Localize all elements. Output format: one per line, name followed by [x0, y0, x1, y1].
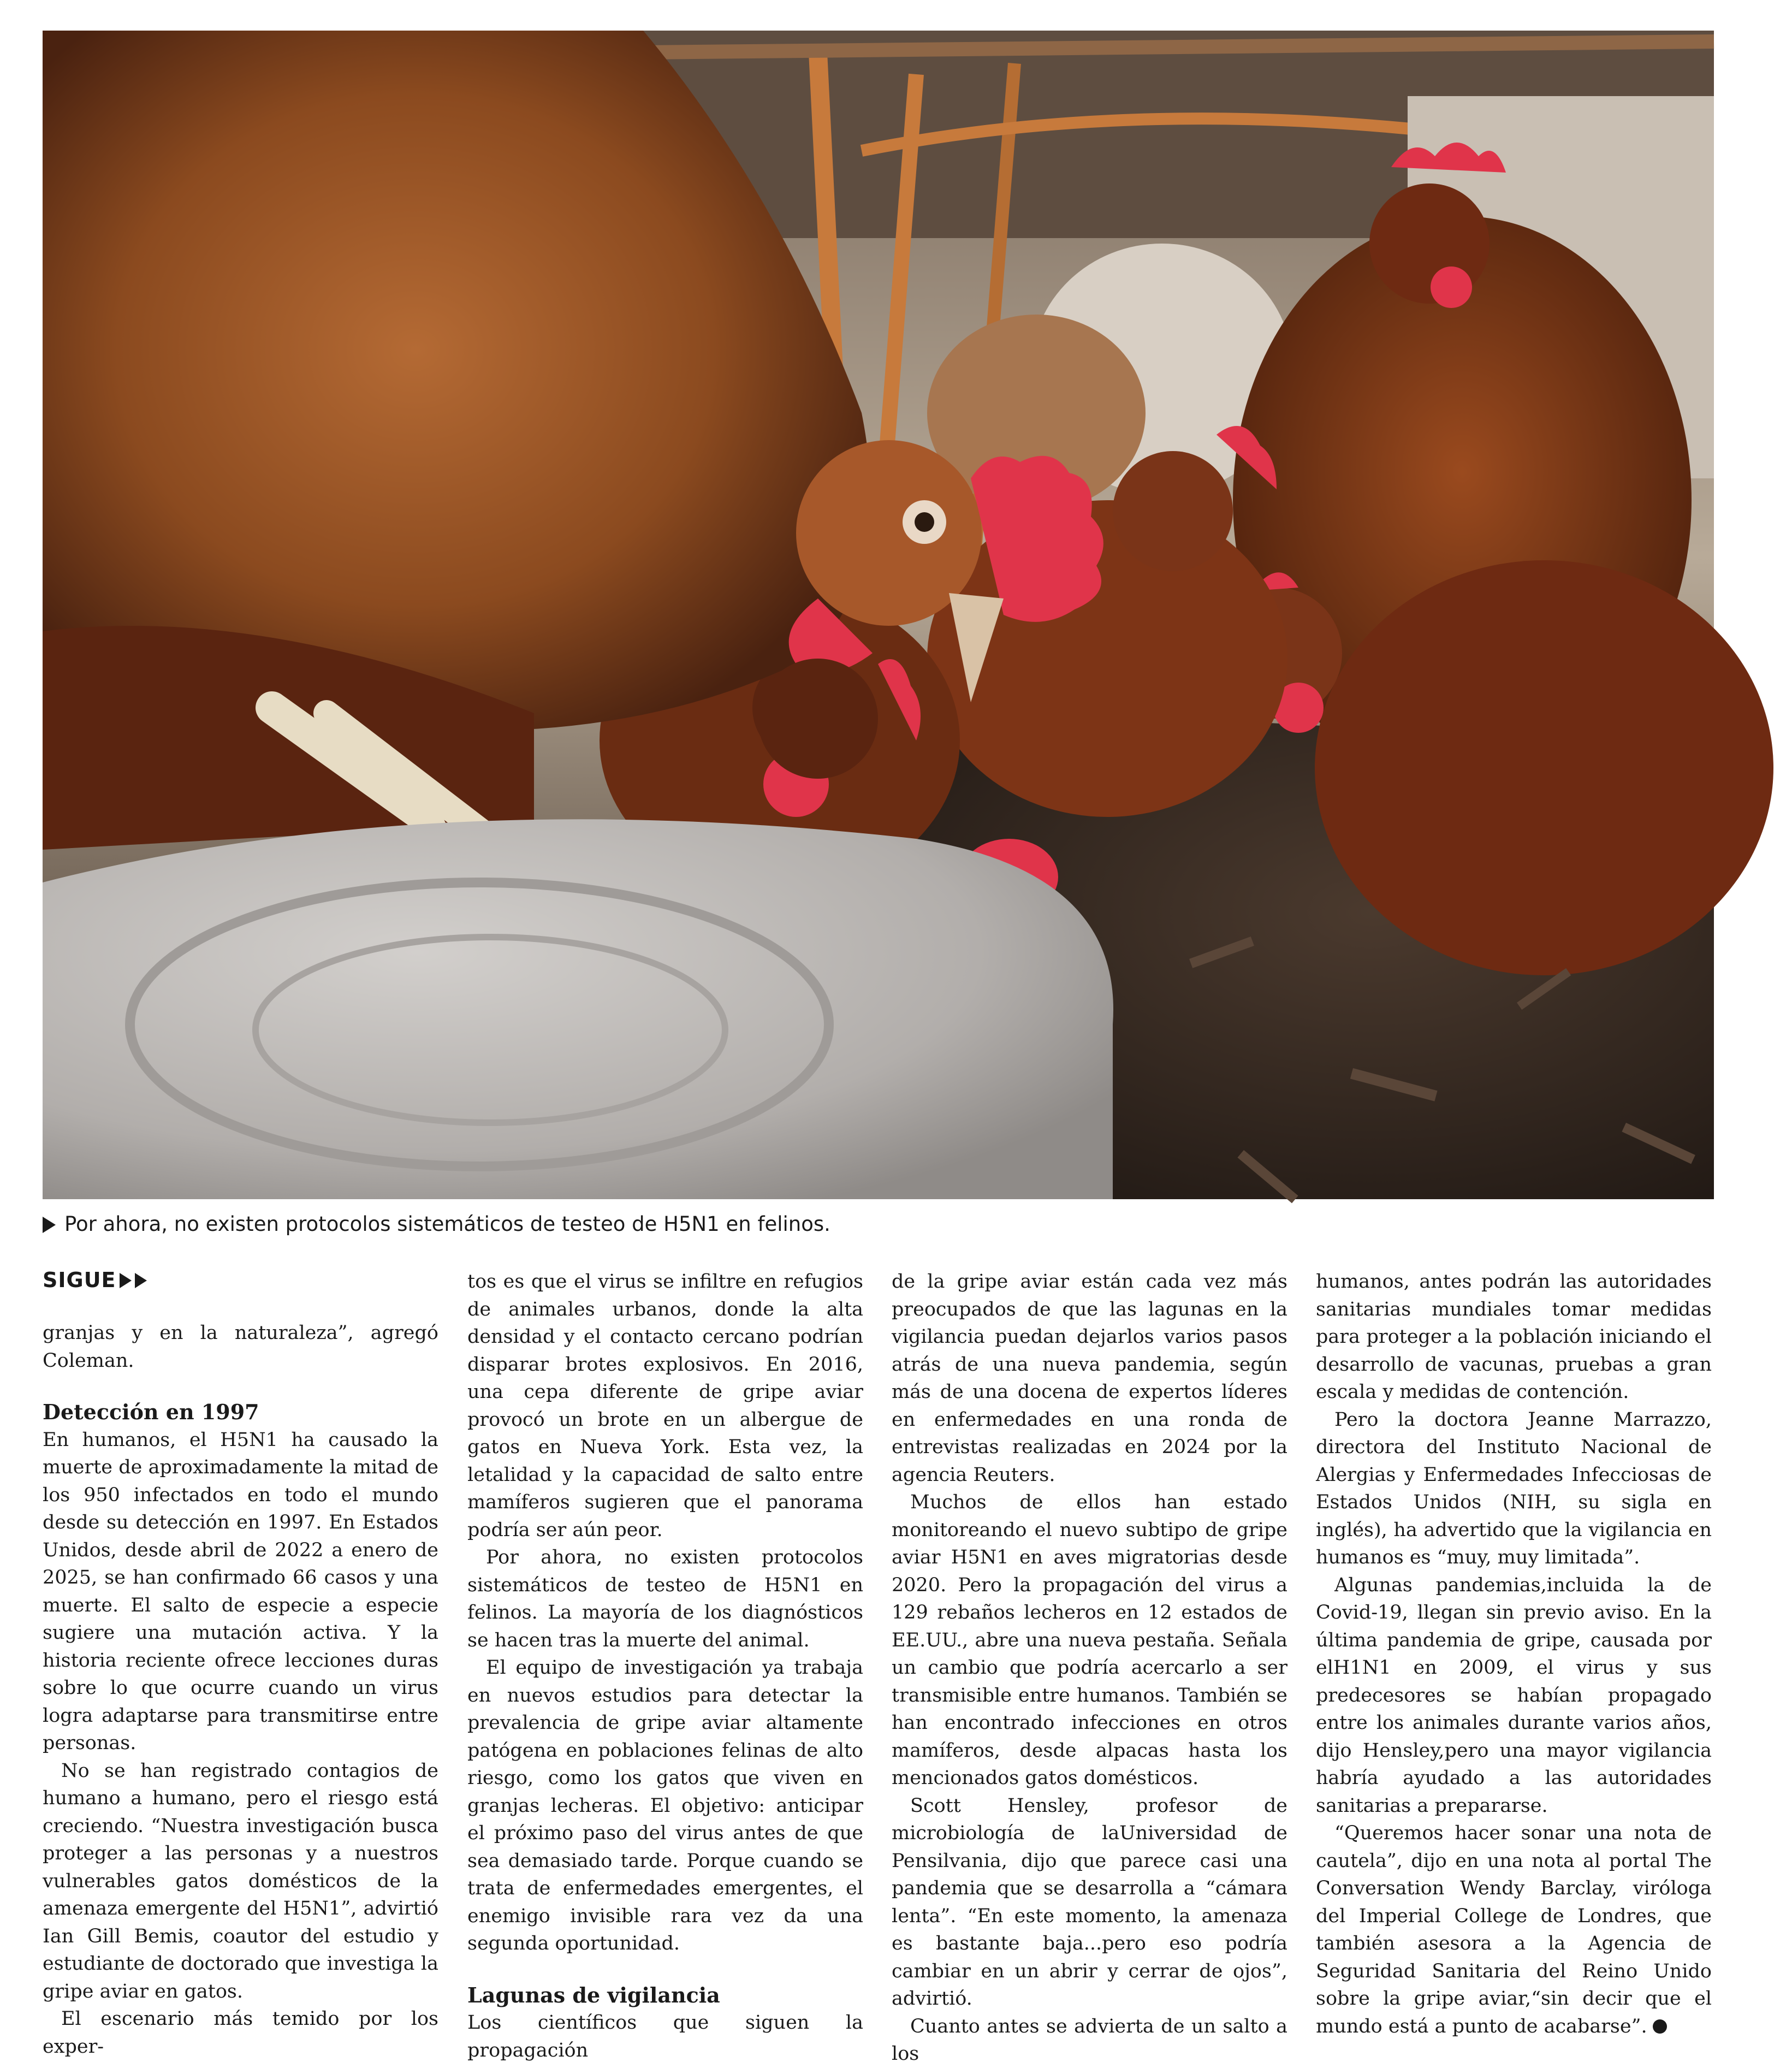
paragraph: El escenario más temido por los exper-: [43, 2008, 438, 2058]
play-arrow-icon: [135, 1273, 147, 1288]
continued-kicker: [43, 1268, 147, 1292]
hens-photo: [43, 31, 1714, 1199]
article-column-2: [467, 1268, 863, 2061]
paragraph: de la gripe aviar están cada vez más preocupados de que las lagunas en la vigilancia puedan dejarlos varios pasos atrás de una nueva pandemia, según más de una docena de expertos líderes en enfermedades en una ronda de entrevistas realizadas en 2024 por la agencia Reuters.: [892, 1271, 1287, 1486]
article-column-3: [892, 1268, 1287, 2065]
paragraph: Los científicos que siguen la propagación: [467, 2012, 863, 2061]
caption-text: Por ahora, no existen protocolos sistemáticos de testeo de H5N1 en felinos.: [64, 1212, 830, 1236]
closing-quote-text: “Queremos hacer sonar una nota de cautela”, dijo en una nota al portal The Conversation Wendy Barclay, viróloga del Imperial College de Londres, que también asesora a la Agencia de Seguridad Sanitaria del Reino Unido sobre la gripe aviar,“sin decir que el mundo está a punto de acabarse”.: [1316, 1822, 1712, 2037]
paragraph: [1316, 1820, 1712, 2040]
paragraph: En humanos, el H5N1 ha causado la muerte de aproximadamente la mitad de los 950 infectados en todo el mundo desde su detección en 1997. En Estados Unidos, desde abril de 2022 a enero de 2025, se han confirmado 66 casos y una muerte. El salto de especie a especie sugiere una mutación activa. Y la historia reciente ofrece lecciones duras sobre lo que ocurre cuando un virus logra adaptarse para transmitirse entre personas.: [43, 1429, 438, 1754]
paragraph: Algunas pandemias,incluida la de Covid-19, llegan sin previo aviso. En la última pandemia de gripe, causada por elH1N1 en 2009, el virus y sus predecesores se habían propagado entre los animales durante varios años, dijo Hensley,pero una mayor vigilancia habría ayudado a las autoridades sanitarias a prepararse.: [1316, 1574, 1712, 1817]
paragraph: Pero la doctora Jeanne Marrazzo, directora del Instituto Nacional de Alergias y Enfermedades Infecciosas de Estados Unidos (NIH, su sigla en inglés), ha advertido que la vigilancia en humanos es “muy, muy limitada”.: [1316, 1408, 1712, 1568]
paragraph: humanos, antes podrán las autoridades sanitarias mundiales tomar medidas para proteger a la población iniciando el desarrollo de vacunas, pruebas a gran escala y medidas de contención.: [1316, 1271, 1712, 1403]
paragraph: Cuanto antes se advierta de un salto a los: [892, 2015, 1287, 2065]
end-of-article-icon: [1653, 2019, 1667, 2034]
paragraph: granjas y en la naturaleza”, agregó Coleman.: [43, 1322, 438, 1372]
kicker-label: SIGUE: [43, 1268, 116, 1292]
section-heading: Lagunas de vigilancia: [467, 1982, 720, 2007]
paragraph: Por ahora, no existen protocolos sistemáticos de testeo de H5N1 en felinos. La mayoría de los diagnósticos se hacen tras la muerte del animal.: [467, 1546, 863, 1651]
paragraph: Muchos de ellos han estado monitoreando el nuevo subtipo de gripe aviar H5N1 en aves migratorias desde 2020. Pero la propagación del virus a 129 rebaños lecheros en 12 estados de EE.UU., abre una nueva pestaña. Señala un cambio que podría acercarlo a ser transmisible entre humanos. También se han encontrado infecciones en otros mamíferos, desde alpacas hasta los mencionados gatos domésticos.: [892, 1491, 1287, 1789]
paragraph: Scott Hensley, profesor de microbiología de laUniversidad de Pensilvania, dijo que parece casi una pandemia que se desarrolla a “cámara lenta”. “En este momento, la amenaza es bastante baja...pero eso podría cambiar en un abrir y cerrar de ojos”, advirtió.: [892, 1794, 1287, 2010]
paragraph: El equipo de investigación ya trabaja en nuevos estudios para detectar la prevalencia de gripe aviar altamente patógena en poblaciones felinas de alto riesgo, como los gatos que viven en granjas lecheras. El objetivo: anticipar el próximo paso del virus antes de que sea demasiado tarde. Porque cuando se trata de enfermedades emergentes, el enemigo invisible rara vez da una segunda oportunidad.: [467, 1657, 863, 1954]
section-heading: Detección en 1997: [43, 1400, 259, 1424]
paragraph: tos es que el virus se infiltre en refugios de animales urbanos, donde la alta densidad y el contacto cercano podrían disparar brotes explosivos. En 2016, una cepa diferente de gripe aviar provocó un brote en un albergue de gatos en Nueva York. Esta vez, la letalidad y la capacidad de salto entre mamíferos sugieren que el panorama podría ser aún peor.: [467, 1271, 863, 1541]
article-column-1: [43, 1319, 438, 2058]
photo-caption: [43, 1211, 1714, 1237]
caption-arrow-icon: [43, 1217, 56, 1233]
article-column-4: [1316, 1268, 1712, 2037]
play-arrow-icon: [120, 1273, 132, 1288]
paragraph: No se han registrado contagios de humano a humano, pero el riesgo está creciendo. “Nuestra investigación busca proteger a las personas y a nuestros vulnerables gatos domésticos de la amenaza emergente del H5N1”, advirtió Ian Gill Bemis, coautor del estudio y estudiante de doctorado que investiga la gripe aviar en gatos.: [43, 1759, 438, 2002]
